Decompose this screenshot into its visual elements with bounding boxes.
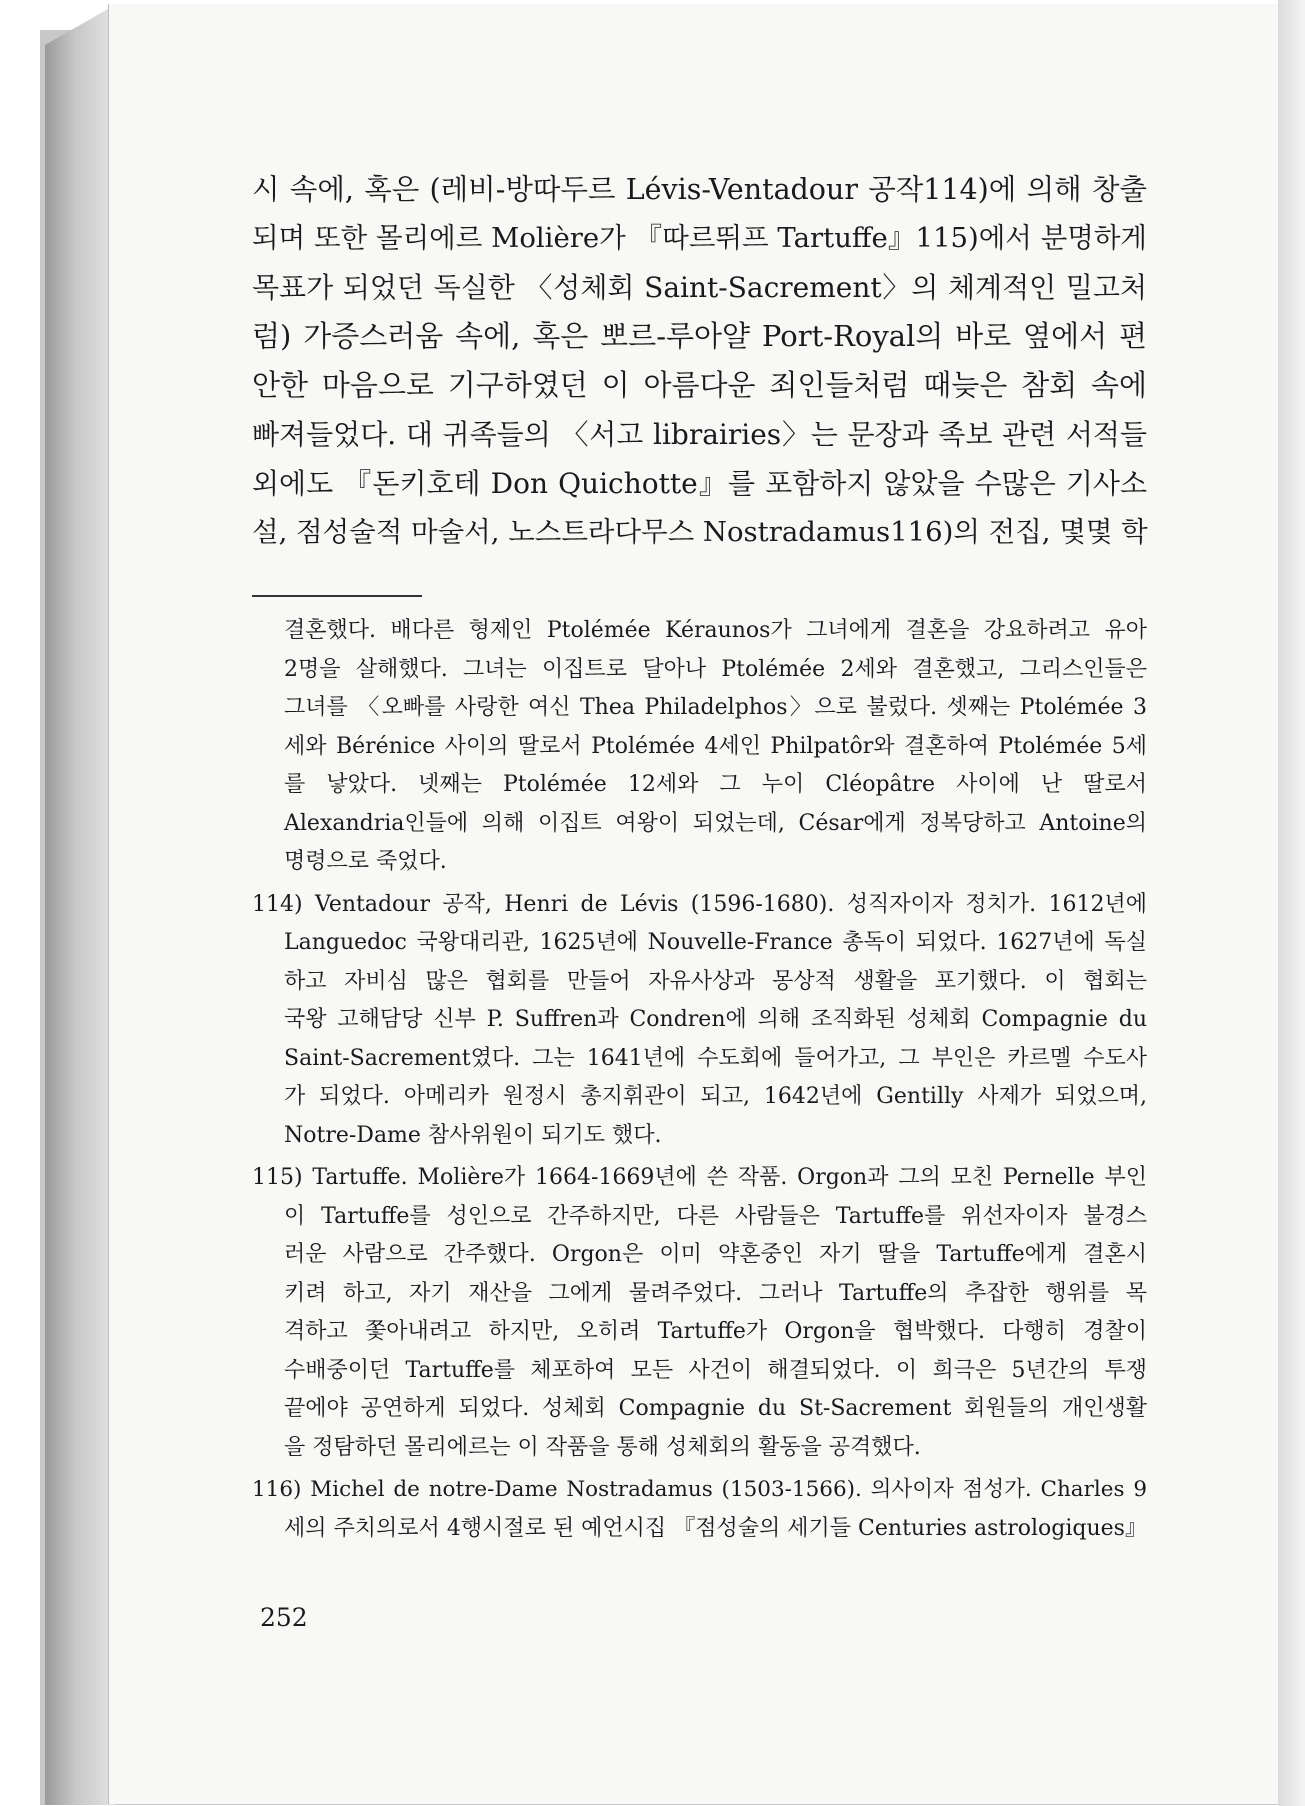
footnote-continued (252, 612, 1147, 882)
footnote-line: 국왕 고해담당 신부 P. Suffren과 Condren에 의해 조직화된 성체회 Compagnie du (284, 1007, 1147, 1032)
footnote-115 (252, 1159, 1147, 1467)
footnote-line: 결혼했다. 배다른 형제인 Ptolémée Kéraunos가 그녀에게 결혼을 강요하려고 유아 (284, 618, 1147, 643)
footnote-line: Notre-Dame 참사위원이 되기도 했다. (284, 1122, 662, 1148)
footnote-line: 가 되었다. 아메리카 원정시 총지휘관이 되고, 1642년에 Gentilly 사제가 되었으며, (284, 1084, 1147, 1109)
footnote-line: 이 Tartuffe를 성인으로 간주하지만, 다른 사람들은 Tartuffe를 위선자이자 불경스 (284, 1203, 1147, 1229)
footnote-line: 격하고 쫓아내려고 하지만, 오히려 Tartuffe가 Orgon을 협박했다. 다행히 경찰이 (284, 1319, 1147, 1344)
book-spine (45, 5, 115, 1805)
footnote-line: Saint-Sacrement였다. 그는 1641년에 수도회에 들어가고, 그 부인은 카르멜 수도사 (284, 1045, 1147, 1071)
footnote-line: 수배중이던 Tartuffe를 체포하여 모든 사건이 해결되었다. 이 희극은 5년간의 투쟁 (284, 1357, 1147, 1383)
main-text (252, 165, 1147, 557)
footnote-rule (252, 595, 422, 597)
main-text-line: 설, 점성술적 마술서, 노스트라다무스 Nostradamus116)의 전집, 몇몇 학 (252, 516, 1148, 548)
main-text-line: 외에도 『돈키호테 Don Quichotte』를 포함하지 않았을 수많은 기사소 (252, 467, 1147, 500)
footnote-line: 하고 자비심 많은 협회를 만들어 자유사상과 몽상적 생활을 포기했다. 이 협회는 (284, 968, 1147, 994)
footnote-line: 를 낳았다. 넷째는 Ptolémée 12세와 그 누이 Cléopâtre 사이에 난 딸로서 (284, 772, 1147, 797)
footnote-line: 세와 Bérénice 사이의 딸로서 Ptolémée 4세인 Philpatôr와 결혼하여 Ptolémée 5세 (284, 733, 1147, 759)
footnote-line: 을 정탐하던 몰리에르는 이 작품을 통해 성체회의 활동을 공격했다. (284, 1434, 921, 1460)
footnote-line: 러운 사람으로 간주했다. Orgon은 이미 약혼중인 자기 딸을 Tartuffe에게 결혼시 (284, 1242, 1147, 1267)
main-text-line: 시 속에, 혹은 (레비-방따두르 Lévis-Ventadour 공작114)에 의해 창출 (252, 173, 1147, 206)
page-number: 252 (260, 1603, 308, 1632)
footnote-line: 115) Tartuffe. Molière가 1664-1669년에 쓴 작품. Orgon과 그의 모친 Pernelle 부인 (252, 1165, 1147, 1190)
footnote-line: 114) Ventadour 공작, Henri de Lévis (1596-1680). 성직자이자 정치가. 1612년에 (252, 891, 1147, 917)
main-text-line: 럼) 가증스러움 속에, 혹은 뽀르-루아얄 Port-Royal의 바로 옆에서 편 (252, 319, 1147, 353)
footnote-line: 그녀를 〈오빠를 사랑한 여신 Thea Philadelphos〉으로 불렀다. 셋째는 Ptolémée 3 (284, 695, 1147, 720)
footnotes (252, 612, 1147, 1548)
footnote-line: Alexandria인들에 의해 이집트 여왕이 되었는데, César에게 정복당하고 Antoine의 (284, 810, 1147, 836)
main-text-line: 목표가 되었던 독실한 〈성체회 Saint-Sacrement〉의 체계적인 밀고처 (252, 271, 1147, 304)
footnote-line: 명령으로 죽었다. (284, 849, 447, 874)
footnote-line: 키려 하고, 자기 재산을 그에게 물려주었다. 그러나 Tartuffe의 추잡한 행위를 목 (284, 1280, 1147, 1306)
footnote-116 (252, 1471, 1147, 1548)
page-edge (1278, 0, 1305, 1806)
footnote-line: 끝에야 공연하게 되었다. 성체회 Compagnie du St-Sacrement 회원들의 개인생활 (284, 1396, 1147, 1421)
footnote-line: Languedoc 국왕대리관, 1625년에 Nouvelle-France 총독이 되었다. 1627년에 독실 (284, 930, 1147, 955)
footnote-line: 2명을 살해했다. 그녀는 이집트로 달아나 Ptolémée 2세와 결혼했고, 그리스인들은 (284, 656, 1147, 682)
footnote-line: 세의 주치의로서 4행시절로 된 예언시집 『점성술의 세기들 Centuries astrologiques』 (284, 1515, 1147, 1541)
main-text-line: 되며 또한 몰리에르 Molière가 『따르뛰프 Tartuffe』115)에서 분명하게 (252, 222, 1147, 254)
footnote-114 (252, 886, 1147, 1156)
footnote-line: 116) Michel de notre-Dame Nostradamus (1503-1566). 의사이자 점성가. Charles 9 (252, 1477, 1147, 1502)
main-text-line: 안한 마음으로 기구하였던 이 아름다운 죄인들처럼 때늦은 참회 속에 (252, 368, 1147, 402)
main-text-line: 빠져들었다. 대 귀족들의 〈서고 librairies〉는 문장과 족보 관련 서적들 (252, 418, 1147, 451)
